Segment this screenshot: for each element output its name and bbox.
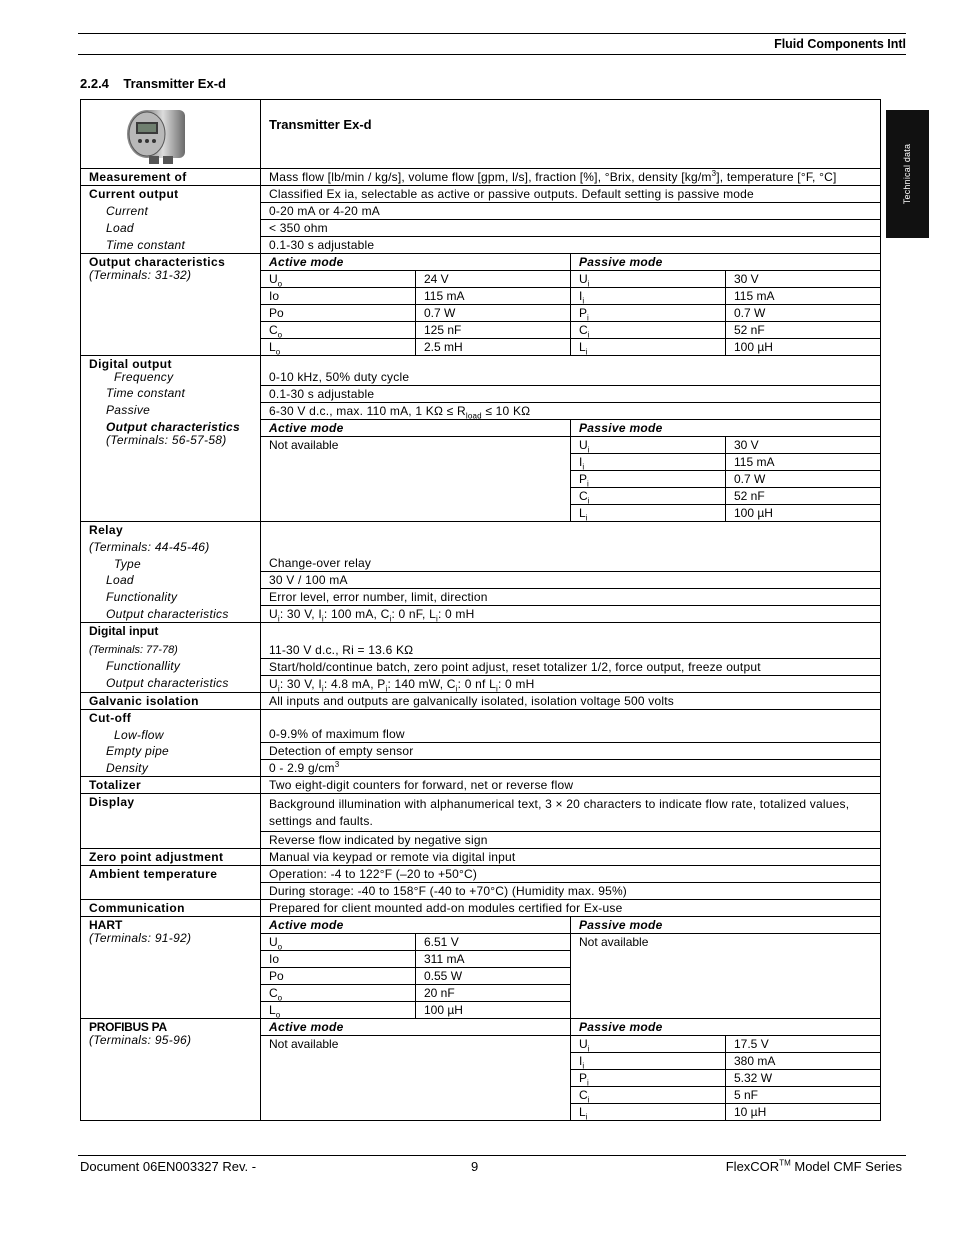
do-p-v1: 115 mA (726, 453, 881, 470)
totalizer-value: Two eight-digit counters for forward, net or reverse flow (261, 777, 881, 794)
hart-label: HART (89, 918, 123, 932)
current-output-value: Classified Ex ia, selectable as active or passive outputs. Default setting is passive mode (261, 186, 881, 203)
section-number: 2.2.4 (80, 76, 109, 91)
current-label: Current (81, 203, 261, 220)
footer-document: Document 06EN003327 Rev. - (80, 1159, 257, 1174)
passive-value: 6-30 V d.c., max. 110 mA, 1 $K\Omega \le R_{load} \le 10$ KΩ (261, 402, 881, 419)
profibus-active-value: Not available (261, 1036, 571, 1121)
pb-p-v1: 380 mA (726, 1053, 881, 1070)
hart-a-k4: $L_o$ (261, 1002, 416, 1019)
hart-a-k1: Io (261, 951, 416, 968)
hart-a-k2: Po (261, 968, 416, 985)
pb-p-k4: $L_i$ (571, 1104, 726, 1121)
oc-a-v0: 24 V (416, 271, 571, 288)
di-oc-label: Output characteristics (81, 675, 261, 692)
digital-input-label-cell (81, 623, 261, 659)
output-char-terminals: (Terminals: 31-32) (89, 268, 192, 282)
ambient-value-1: Operation: -4 to 122°F (–20 to +50°C) (261, 866, 881, 883)
oc-a-v1: 115 mA (416, 288, 571, 305)
oc-p-v2: 0.7 W (726, 305, 881, 322)
oc-p-k2: $P_i$ (571, 305, 726, 322)
oc-a-k3: $C_o$ (261, 322, 416, 339)
digital-input-label: Digital input (89, 624, 159, 638)
pb-p-k2: $P_i$ (571, 1070, 726, 1087)
pb-p-k3: $C_i$ (571, 1087, 726, 1104)
profibus-label-cell (81, 1019, 261, 1121)
relay-type-value: Change-over relay (261, 521, 881, 572)
digital-input-value: 11-30 V d.c., Ri = 13.6 KΩ (261, 623, 881, 659)
do-time-constant-value: 0.1-30 s adjustable (261, 385, 881, 402)
do-p-v0: 30 V (726, 436, 881, 453)
oc-a-v3: 125 nF (416, 322, 571, 339)
display-label: Display (81, 794, 261, 849)
relay-type-label: Type (114, 556, 141, 571)
galvanic-label: Galvanic isolation (81, 692, 261, 709)
do-p-k4: $L_i$ (571, 504, 726, 521)
footer-product (726, 1159, 902, 1174)
footer-page-number: 9 (471, 1159, 479, 1174)
relay-label-cell (81, 521, 261, 572)
do-output-char-terminals: (Terminals: 56-57-58) (106, 433, 227, 447)
time-constant-value: 0.1-30 s adjustable (261, 237, 881, 254)
oc-p-k3: $C_i$ (571, 322, 726, 339)
table-title: Transmitter Ex-d (261, 100, 881, 169)
profibus-label: PROFIBUS PA (89, 1020, 167, 1034)
do-p-v2: 0.7 W (726, 470, 881, 487)
oc-p-k1: $I_i$ (571, 288, 726, 305)
relay-load-value: 30 V / 100 mA (261, 572, 881, 589)
relay-load-label: Load (81, 572, 261, 589)
do-p-k0: $U_i$ (571, 436, 726, 453)
do-active-value: Not available (261, 436, 571, 521)
hart-a-k3: $C_o$ (261, 985, 416, 1002)
time-constant-label: Time constant (81, 237, 261, 254)
oc-a-k0: $U_o$ (261, 271, 416, 288)
relay-oc-value: $U_i$: 30 V, $I_i$: 100 mA, $C_i$: 0 nF, $L_i$: 0 mH (261, 606, 881, 623)
digital-output-label-cell (81, 356, 261, 386)
load-label: Load (81, 220, 261, 237)
do-p-k1: $I_i$ (571, 453, 726, 470)
spec-table (80, 99, 881, 1121)
do-output-char-label: Output characteristics (106, 420, 240, 434)
footer-trademark: TM (779, 1158, 791, 1168)
oc-a-k1: Io (261, 288, 416, 305)
frequency-value: 0-10 kHz, 50% duty cycle (261, 356, 881, 386)
pb-p-k0: $U_i$ (571, 1036, 726, 1053)
di-func-label: Functionallity (81, 658, 261, 675)
pb-p-v2: 5.32 W (726, 1070, 881, 1087)
passive-label: Passive (81, 402, 261, 419)
digital-output-label: Digital output (89, 357, 172, 371)
density-value: 0 - 2.9 $g/cm^3$ (261, 760, 881, 777)
cutoff-label-cell (81, 709, 261, 743)
header-rule-bottom (78, 54, 906, 55)
device-image-cell (81, 100, 261, 169)
do-passive-head: Passive mode (571, 419, 881, 436)
profibus-active-head: Active mode (261, 1019, 571, 1036)
company-name: Fluid Components Intl (774, 37, 906, 51)
low-flow-label: Low-flow (114, 727, 164, 742)
hart-terminals: (Terminals: 91-92) (89, 931, 192, 945)
measurement-label: Measurement of (81, 169, 261, 186)
profibus-passive-head: Passive mode (571, 1019, 881, 1036)
oc-p-v0: 30 V (726, 271, 881, 288)
ambient-value-2: During storage: -40 to 158°F (-40 to +70°C) (Humidity max. 95%) (261, 883, 881, 900)
output-char-label-cell (81, 254, 261, 356)
galvanic-value: All inputs and outputs are galvanically isolated, isolation voltage 500 volts (261, 692, 881, 709)
relay-func-label: Functionality (81, 589, 261, 606)
footer-rule (78, 1155, 906, 1156)
di-func-value: Start/hold/continue batch, zero point adjust, reset totalizer 1/2, force output, freeze output (261, 658, 881, 675)
transmitter-device-image (123, 104, 195, 168)
side-tab-label: Technical data (902, 143, 912, 205)
hart-a-v0: 6.51 V (416, 934, 571, 951)
hart-a-v4: 100 µH (416, 1002, 571, 1019)
oc-a-k4: $L_o$ (261, 339, 416, 356)
di-oc-value: $U_i$: 30 V, $I_i$: 4.8 mA, $P_i$: 140 mW, $C_i$: 0 nf $L_i$: 0 mH (261, 675, 881, 692)
measurement-value: Mass flow [lb/min / kg/s], volume flow [gpm, l/s], fraction [%], °Brix, density $[kg/m^3]$, temperature [°F, °C] (261, 169, 881, 186)
current-output-label: Current output (81, 186, 261, 203)
side-tab (886, 110, 929, 238)
do-p-k3: $C_i$ (571, 487, 726, 504)
section-title (80, 76, 226, 91)
display-value-1: Background illumination with alphanumerical text, 3 × 20 characters to indicate flow rate, totalized values, settings and faults. (261, 794, 881, 832)
communication-label: Communication (81, 900, 261, 917)
oc-a-k2: Po (261, 305, 416, 322)
do-active-head: Active mode (261, 419, 571, 436)
empty-pipe-label: Empty pipe (81, 743, 261, 760)
do-p-v3: 52 nF (726, 487, 881, 504)
do-output-char-label-cell (81, 419, 261, 521)
density-label: Density (81, 760, 261, 777)
oc-p-k0: $U_i$ (571, 271, 726, 288)
cutoff-label: Cut-off (89, 710, 132, 725)
relay-label: Relay (89, 522, 124, 537)
oc-a-v2: 0.7 W (416, 305, 571, 322)
empty-pipe-value: Detection of empty sensor (261, 743, 881, 760)
relay-terminals: (Terminals: 44-45-46) (89, 539, 210, 554)
zero-label: Zero point adjustment (81, 849, 261, 866)
footer-product-name: FlexCOR (725, 1159, 780, 1174)
oc-p-k4: $L_i$ (571, 339, 726, 356)
output-char-label: Output characteristics (89, 255, 226, 269)
hart-a-v1: 311 mA (416, 951, 571, 968)
communication-value: Prepared for client mounted add-on modules certified for Ex-use (261, 900, 881, 917)
hart-a-v3: 20 nF (416, 985, 571, 1002)
digital-input-terminals: (Terminals: 77-78) (89, 644, 178, 656)
hart-a-k0: $U_o$ (261, 934, 416, 951)
pb-p-v0: 17.5 V (726, 1036, 881, 1053)
totalizer-label: Totalizer (81, 777, 261, 794)
oc-a-v4: 2.5 mH (416, 339, 571, 356)
oc-p-v4: 100 µH (726, 339, 881, 356)
section-name: Transmitter Ex-d (123, 76, 226, 91)
do-p-k2: $P_i$ (571, 470, 726, 487)
do-p-v4: 100 µH (726, 504, 881, 521)
frequency-label: Frequency (114, 370, 174, 384)
load-value: < 350 ohm (261, 220, 881, 237)
hart-passive-head: Passive mode (571, 917, 881, 934)
output-char-passive-head: Passive mode (571, 254, 881, 271)
hart-a-v2: 0.55 W (416, 968, 571, 985)
do-time-constant-label: Time constant (81, 385, 261, 402)
relay-oc-label: Output characteristics (81, 606, 261, 623)
footer-product-suffix: Model CMF Series (790, 1159, 902, 1174)
output-char-active-head: Active mode (261, 254, 571, 271)
hart-active-head: Active mode (261, 917, 571, 934)
header-rule-top (78, 33, 906, 34)
oc-p-v1: 115 mA (726, 288, 881, 305)
oc-p-v3: 52 nF (726, 322, 881, 339)
pb-p-v4: 10 µH (726, 1104, 881, 1121)
hart-passive-value: Not available (571, 934, 881, 1019)
pb-p-k1: $I_i$ (571, 1053, 726, 1070)
profibus-terminals: (Terminals: 95-96) (89, 1033, 192, 1047)
hart-label-cell (81, 917, 261, 1019)
display-value-2: Reverse flow indicated by negative sign (261, 832, 881, 849)
zero-value: Manual via keypad or remote via digital input (261, 849, 881, 866)
current-value: 0-20 mA or 4-20 mA (261, 203, 881, 220)
low-flow-value: 0-9.9% of maximum flow (261, 709, 881, 743)
ambient-label: Ambient temperature (81, 866, 261, 900)
relay-func-value: Error level, error number, limit, direction (261, 589, 881, 606)
pb-p-v3: 5 nF (726, 1087, 881, 1104)
